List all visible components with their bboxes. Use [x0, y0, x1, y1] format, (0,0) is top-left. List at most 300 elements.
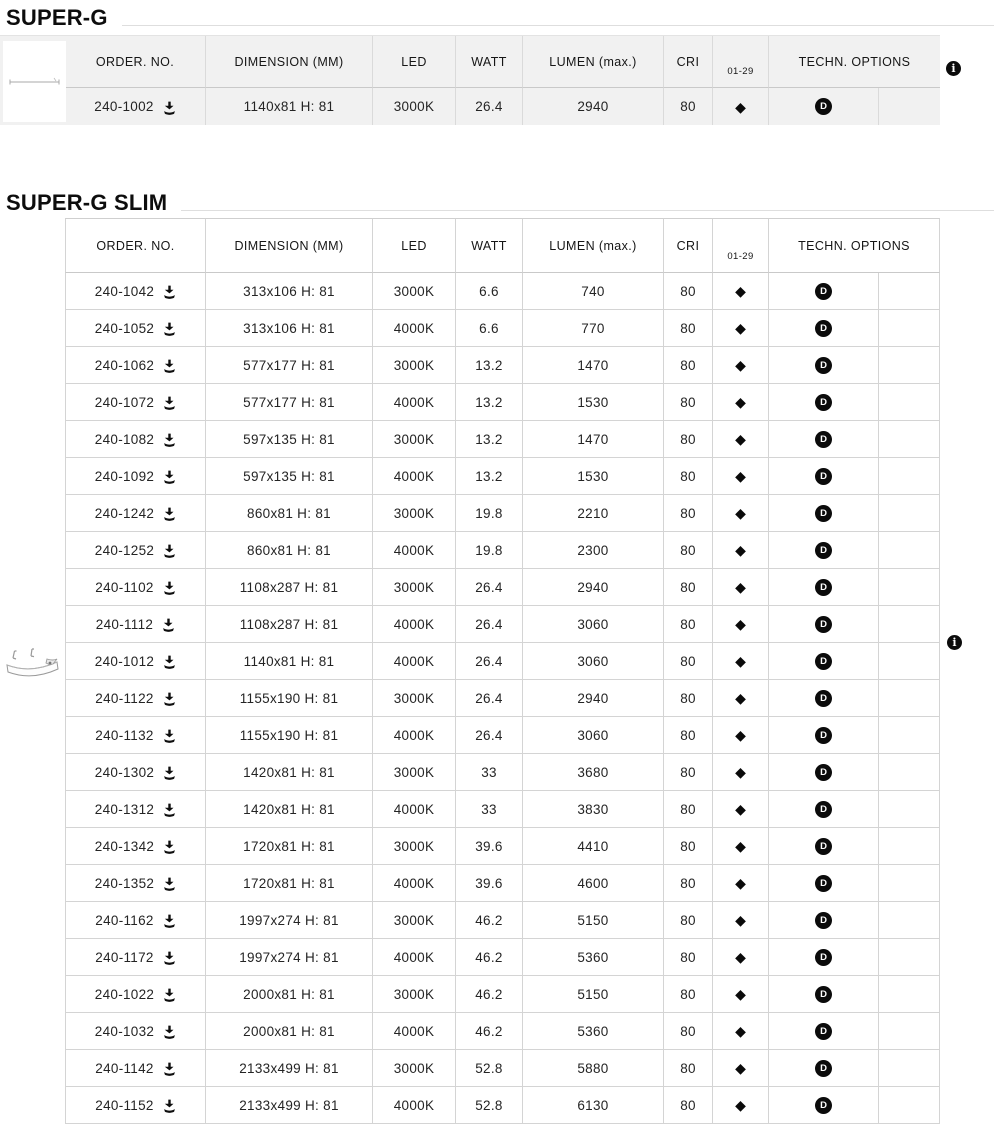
- dali-icon: D: [815, 1060, 832, 1077]
- availability-cell: [712, 1050, 768, 1087]
- download-icon[interactable]: [163, 766, 176, 780]
- diamond-icon: ◆: [735, 949, 746, 965]
- watt-cell: 33: [455, 754, 522, 791]
- lumen-cell: 740: [522, 273, 663, 310]
- cri-cell: 80: [663, 865, 712, 902]
- download-icon[interactable]: [163, 396, 176, 410]
- dimension-cell: 1420x81 H: 81: [205, 791, 372, 828]
- dimension-cell: 1420x81 H: 81: [205, 754, 372, 791]
- empty-option-cell: [878, 347, 940, 384]
- cri-cell: 80: [663, 791, 712, 828]
- lumen-cell: 5150: [522, 976, 663, 1013]
- download-icon[interactable]: [163, 1062, 176, 1076]
- empty-option-cell: [878, 1050, 940, 1087]
- diamond-icon: ◆: [735, 1060, 746, 1076]
- empty-option-cell: [878, 865, 940, 902]
- cri-cell: 80: [663, 273, 712, 310]
- order-number-cell: [65, 347, 205, 384]
- dali-option-cell: [768, 939, 878, 976]
- empty-option-cell: [878, 754, 940, 791]
- order-number-cell: [65, 88, 205, 125]
- availability-cell: [712, 88, 768, 125]
- table-row: [0, 902, 940, 939]
- lumen-cell: 5880: [522, 1050, 663, 1087]
- dali-icon: D: [815, 690, 832, 707]
- order-number-cell: [65, 902, 205, 939]
- cri-cell: 80: [663, 569, 712, 606]
- availability-cell: [712, 865, 768, 902]
- col-dimension: DIMENSION (MM): [205, 36, 372, 88]
- watt-cell: 13.2: [455, 421, 522, 458]
- watt-cell: 13.2: [455, 458, 522, 495]
- order-number: 240-1122: [95, 690, 154, 706]
- watt-cell: 26.4: [455, 717, 522, 754]
- cri-cell: 80: [663, 1013, 712, 1050]
- cri-cell: 80: [663, 310, 712, 347]
- col-lumen: LUMEN (max.): [522, 36, 663, 88]
- dali-option-cell: [768, 680, 878, 717]
- led-cell: 3000K: [372, 1050, 455, 1087]
- availability-cell: [712, 643, 768, 680]
- watt-cell: 39.6: [455, 828, 522, 865]
- order-number: 240-1242: [94, 505, 155, 521]
- watt-cell: 46.2: [455, 1013, 522, 1050]
- table-header: [0, 36, 940, 88]
- led-cell: 4000K: [372, 384, 455, 421]
- col-01-29: 01-29: [712, 36, 768, 88]
- dali-icon: D: [815, 801, 832, 818]
- lumen-cell: 5360: [522, 939, 663, 976]
- led-cell: 3000K: [372, 754, 455, 791]
- order-number-cell: [65, 495, 205, 532]
- availability-cell: [712, 532, 768, 569]
- download-icon[interactable]: [163, 433, 176, 447]
- cri-cell: 80: [663, 606, 712, 643]
- order-number-cell: [65, 421, 205, 458]
- lumen-cell: 4600: [522, 865, 663, 902]
- availability-cell: [712, 717, 768, 754]
- row-image-spacer: [0, 458, 65, 495]
- super-g-table: [0, 35, 940, 125]
- section-title-super-g: SUPER-G: [6, 5, 108, 30]
- dali-option-cell: [768, 791, 878, 828]
- availability-cell: [712, 680, 768, 717]
- row-image-spacer: [0, 569, 65, 606]
- row-image-spacer: [0, 310, 65, 347]
- dimension-cell: 597x135 H: 81: [205, 458, 372, 495]
- led-cell: 4000K: [372, 1013, 455, 1050]
- table-row: [0, 421, 940, 458]
- dali-icon: D: [815, 431, 832, 448]
- diamond-icon: ◆: [735, 1023, 746, 1039]
- empty-option-cell: [878, 1013, 940, 1050]
- col-led: LED: [372, 218, 455, 273]
- order-number: 240-1252: [94, 542, 155, 558]
- cri-cell: 80: [663, 976, 712, 1013]
- watt-cell: 46.2: [455, 902, 522, 939]
- download-icon[interactable]: [163, 285, 176, 299]
- dimension-cell: 1108x287 H: 81: [205, 569, 372, 606]
- dali-option-cell: [768, 754, 878, 791]
- empty-option-cell: [878, 310, 940, 347]
- col-techn-options: TECHN. OPTIONS: [768, 36, 940, 88]
- dali-icon: D: [815, 949, 832, 966]
- watt-cell: 52.8: [455, 1087, 522, 1124]
- dali-option-cell: [768, 88, 878, 125]
- availability-cell: [712, 754, 768, 791]
- dali-icon: D: [815, 468, 832, 485]
- col-watt: WATT: [455, 36, 522, 88]
- order-number-cell: [65, 1013, 205, 1050]
- led-cell: 3000K: [372, 680, 455, 717]
- row-image-spacer: [0, 1087, 65, 1124]
- order-number-cell: [65, 754, 205, 791]
- cri-cell: 80: [663, 458, 712, 495]
- availability-cell: [712, 310, 768, 347]
- table-row: [0, 754, 940, 791]
- dimension-cell: 577x177 H: 81: [205, 347, 372, 384]
- empty-option-cell: [878, 384, 940, 421]
- led-cell: 4000K: [372, 532, 455, 569]
- table-row: [0, 88, 940, 125]
- order-number: 240-1062: [94, 357, 155, 373]
- diamond-icon: ◆: [735, 727, 746, 743]
- row-image-spacer: [0, 347, 65, 384]
- info-icon[interactable]: i: [946, 61, 961, 76]
- watt-cell: 19.8: [455, 532, 522, 569]
- led-cell: 3000K: [372, 902, 455, 939]
- diamond-icon: ◆: [735, 542, 746, 558]
- cri-cell: 80: [663, 643, 712, 680]
- led-cell: 4000K: [372, 717, 455, 754]
- table-row: [0, 347, 940, 384]
- led-cell: 4000K: [372, 310, 455, 347]
- dali-option-cell: [768, 569, 878, 606]
- download-icon[interactable]: [163, 692, 176, 706]
- empty-option-cell: [878, 828, 940, 865]
- diamond-icon: ◆: [735, 505, 746, 521]
- download-icon[interactable]: [163, 359, 176, 373]
- diamond-icon: ◆: [735, 764, 746, 780]
- dali-icon: D: [815, 616, 832, 633]
- table-row: [0, 569, 940, 606]
- availability-cell: [712, 273, 768, 310]
- availability-cell: [712, 606, 768, 643]
- watt-cell: 13.2: [455, 384, 522, 421]
- row-image-spacer: [0, 1050, 65, 1087]
- header-image-spacer: [0, 218, 65, 273]
- cri-cell: 80: [663, 347, 712, 384]
- order-number: 240-1162: [95, 912, 154, 928]
- diamond-icon: ◆: [735, 357, 746, 373]
- empty-option-cell: [878, 273, 940, 310]
- dimension-cell: 1155x190 H: 81: [205, 680, 372, 717]
- order-number: 240-1312: [94, 801, 155, 817]
- download-icon[interactable]: [163, 544, 176, 558]
- dali-option-cell: [768, 347, 878, 384]
- watt-cell: 26.4: [455, 680, 522, 717]
- download-icon[interactable]: [162, 618, 175, 632]
- table-row: [0, 939, 940, 976]
- dimension-cell: 860x81 H: 81: [205, 495, 372, 532]
- order-number: 240-1132: [95, 727, 154, 743]
- diamond-icon: ◆: [735, 1097, 746, 1113]
- led-cell: 4000K: [372, 1087, 455, 1124]
- watt-cell: 19.8: [455, 495, 522, 532]
- table-row: [0, 273, 940, 310]
- watt-cell: 26.4: [455, 88, 522, 125]
- dimension-cell: 1140x81 H: 81: [205, 88, 372, 125]
- order-number: 240-1072: [94, 394, 155, 410]
- led-cell: 3000K: [372, 495, 455, 532]
- led-cell: 4000K: [372, 643, 455, 680]
- lumen-cell: 3060: [522, 643, 663, 680]
- download-icon[interactable]: [163, 655, 176, 669]
- info-icon[interactable]: i: [947, 635, 962, 650]
- led-cell: 3000K: [372, 347, 455, 384]
- dali-icon: D: [815, 1097, 832, 1114]
- dali-icon: D: [815, 986, 832, 1003]
- dali-option-cell: [768, 1050, 878, 1087]
- col-lumen: LUMEN (max.): [522, 218, 663, 273]
- order-number-cell: [65, 643, 205, 680]
- dali-icon: D: [815, 542, 832, 559]
- table-row: [0, 643, 940, 680]
- order-number-cell: [65, 865, 205, 902]
- table-row: [0, 1050, 940, 1087]
- download-icon[interactable]: [163, 470, 176, 484]
- table-header: [0, 218, 940, 273]
- download-icon[interactable]: [163, 988, 176, 1002]
- diamond-icon: ◆: [735, 653, 746, 669]
- empty-option-cell: [878, 88, 940, 125]
- empty-option-cell: [878, 791, 940, 828]
- order-number-cell: [65, 1087, 205, 1124]
- order-number: 240-1112: [95, 616, 154, 632]
- dali-option-cell: [768, 976, 878, 1013]
- diamond-icon: ◆: [735, 98, 746, 115]
- dali-icon: D: [815, 394, 832, 411]
- empty-option-cell: [878, 680, 940, 717]
- lumen-cell: 3060: [522, 717, 663, 754]
- lumen-cell: 1530: [522, 458, 663, 495]
- dimension-cell: 1997x274 H: 81: [205, 902, 372, 939]
- lumen-cell: 5150: [522, 902, 663, 939]
- lumen-cell: 1530: [522, 384, 663, 421]
- download-icon[interactable]: [163, 877, 176, 891]
- lumen-cell: 1470: [522, 347, 663, 384]
- download-icon[interactable]: [163, 1099, 176, 1113]
- download-icon[interactable]: [163, 803, 176, 817]
- cri-cell: 80: [663, 1050, 712, 1087]
- dali-option-cell: [768, 643, 878, 680]
- diamond-icon: ◆: [735, 394, 746, 410]
- availability-cell: [712, 569, 768, 606]
- dimension-cell: 1720x81 H: 81: [205, 865, 372, 902]
- row-image-spacer: [0, 865, 65, 902]
- cri-cell: 80: [663, 754, 712, 791]
- product-thumbnail-super-g: [3, 41, 66, 122]
- row-image-spacer: [0, 384, 65, 421]
- table-row: [0, 458, 940, 495]
- col-dimension: DIMENSION (MM): [205, 218, 372, 273]
- download-icon[interactable]: [163, 101, 176, 115]
- dali-icon: D: [815, 653, 832, 670]
- download-icon[interactable]: [163, 840, 176, 854]
- table-row: [0, 717, 940, 754]
- led-cell: 3000K: [372, 569, 455, 606]
- order-number-cell: [65, 828, 205, 865]
- order-number: 240-1082: [94, 431, 155, 447]
- cri-cell: 80: [663, 717, 712, 754]
- dali-option-cell: [768, 273, 878, 310]
- dimension-cell: 1997x274 H: 81: [205, 939, 372, 976]
- dali-icon: D: [815, 727, 832, 744]
- lumen-cell: 3060: [522, 606, 663, 643]
- order-number: 240-1352: [94, 875, 155, 891]
- empty-option-cell: [878, 569, 940, 606]
- dali-option-cell: [768, 384, 878, 421]
- order-number-cell: [65, 791, 205, 828]
- empty-option-cell: [878, 606, 940, 643]
- order-number: 240-1022: [94, 986, 155, 1002]
- watt-cell: 6.6: [455, 310, 522, 347]
- availability-cell: [712, 384, 768, 421]
- row-image-spacer: [0, 976, 65, 1013]
- super-g-section: [0, 0, 994, 125]
- watt-cell: 26.4: [455, 569, 522, 606]
- super-g-slim-table: [0, 218, 940, 1124]
- watt-cell: 46.2: [455, 939, 522, 976]
- order-number-cell: [65, 384, 205, 421]
- table-row: [0, 680, 940, 717]
- order-number: 240-1042: [94, 283, 155, 299]
- dimension-cell: 2133x499 H: 81: [205, 1087, 372, 1124]
- order-number: 240-1342: [94, 838, 155, 854]
- led-cell: 4000K: [372, 939, 455, 976]
- order-number-cell: [65, 458, 205, 495]
- diamond-icon: ◆: [735, 690, 746, 706]
- empty-option-cell: [878, 458, 940, 495]
- dimension-cell: 1108x287 H: 81: [205, 606, 372, 643]
- table-row: [0, 1013, 940, 1050]
- dali-option-cell: [768, 1013, 878, 1050]
- cri-cell: 80: [663, 384, 712, 421]
- dimension-cell: 577x177 H: 81: [205, 384, 372, 421]
- col-techn-options: TECHN. OPTIONS: [768, 218, 940, 273]
- cri-cell: 80: [663, 532, 712, 569]
- cri-cell: 80: [663, 939, 712, 976]
- download-icon[interactable]: [163, 951, 176, 965]
- cri-cell: 80: [663, 88, 712, 125]
- dali-option-cell: [768, 717, 878, 754]
- empty-option-cell: [878, 717, 940, 754]
- order-number: 240-1032: [94, 1023, 155, 1039]
- row-image-spacer: [0, 1013, 65, 1050]
- led-cell: 3000K: [372, 976, 455, 1013]
- order-number-cell: [65, 717, 205, 754]
- availability-cell: [712, 1087, 768, 1124]
- cri-cell: 80: [663, 1087, 712, 1124]
- watt-cell: 13.2: [455, 347, 522, 384]
- dimension-cell: 860x81 H: 81: [205, 532, 372, 569]
- dimension-cell: 313x106 H: 81: [205, 273, 372, 310]
- order-number-cell: [65, 680, 205, 717]
- order-number-cell: [65, 976, 205, 1013]
- dali-option-cell: [768, 865, 878, 902]
- row-image-spacer: [0, 902, 65, 939]
- download-icon[interactable]: [163, 914, 176, 928]
- order-number: 240-1142: [95, 1060, 154, 1076]
- dali-option-cell: [768, 421, 878, 458]
- dali-option-cell: [768, 310, 878, 347]
- dimension-cell: 2133x499 H: 81: [205, 1050, 372, 1087]
- table-row: [0, 384, 940, 421]
- dali-icon: D: [815, 357, 832, 374]
- lumen-cell: 2940: [522, 569, 663, 606]
- dali-icon: D: [815, 320, 832, 337]
- download-icon[interactable]: [163, 507, 176, 521]
- download-icon[interactable]: [163, 581, 176, 595]
- dali-icon: D: [815, 838, 832, 855]
- download-icon[interactable]: [163, 322, 176, 336]
- diamond-icon: ◆: [735, 616, 746, 632]
- led-cell: 4000K: [372, 865, 455, 902]
- table-row: [0, 1087, 940, 1124]
- table-row: [0, 976, 940, 1013]
- availability-cell: [712, 495, 768, 532]
- order-number: 240-1012: [94, 653, 155, 669]
- row-image-spacer: [0, 421, 65, 458]
- order-number-cell: [65, 532, 205, 569]
- lumen-cell: 2940: [522, 680, 663, 717]
- col-led: LED: [372, 36, 455, 88]
- col-order-no: ORDER. NO.: [65, 36, 205, 88]
- order-number-cell: [65, 273, 205, 310]
- order-number: 240-1102: [95, 579, 154, 595]
- dali-icon: D: [815, 1023, 832, 1040]
- empty-option-cell: [878, 532, 940, 569]
- order-number: 240-1052: [94, 320, 155, 336]
- order-number-cell: [65, 939, 205, 976]
- dali-icon: D: [815, 283, 832, 300]
- col-watt: WATT: [455, 218, 522, 273]
- watt-cell: 6.6: [455, 273, 522, 310]
- lumen-cell: 5360: [522, 1013, 663, 1050]
- super-g-slim-section: [0, 191, 994, 1124]
- dali-option-cell: [768, 828, 878, 865]
- dimension-cell: 2000x81 H: 81: [205, 1013, 372, 1050]
- watt-cell: 52.8: [455, 1050, 522, 1087]
- col-order-no: ORDER. NO.: [65, 218, 205, 273]
- watt-cell: 26.4: [455, 606, 522, 643]
- download-icon[interactable]: [163, 729, 176, 743]
- dali-option-cell: [768, 458, 878, 495]
- section-title-super-g-slim: SUPER-G SLIM: [6, 190, 168, 215]
- dali-option-cell: [768, 902, 878, 939]
- row-image-spacer: [0, 273, 65, 310]
- dali-option-cell: [768, 1087, 878, 1124]
- diamond-icon: ◆: [735, 875, 746, 891]
- dimension-cell: 313x106 H: 81: [205, 310, 372, 347]
- empty-option-cell: [878, 1087, 940, 1124]
- download-icon[interactable]: [163, 1025, 176, 1039]
- empty-option-cell: [878, 643, 940, 680]
- title-divider: [181, 210, 994, 211]
- cri-cell: 80: [663, 902, 712, 939]
- availability-cell: [712, 791, 768, 828]
- dali-icon: D: [815, 912, 832, 929]
